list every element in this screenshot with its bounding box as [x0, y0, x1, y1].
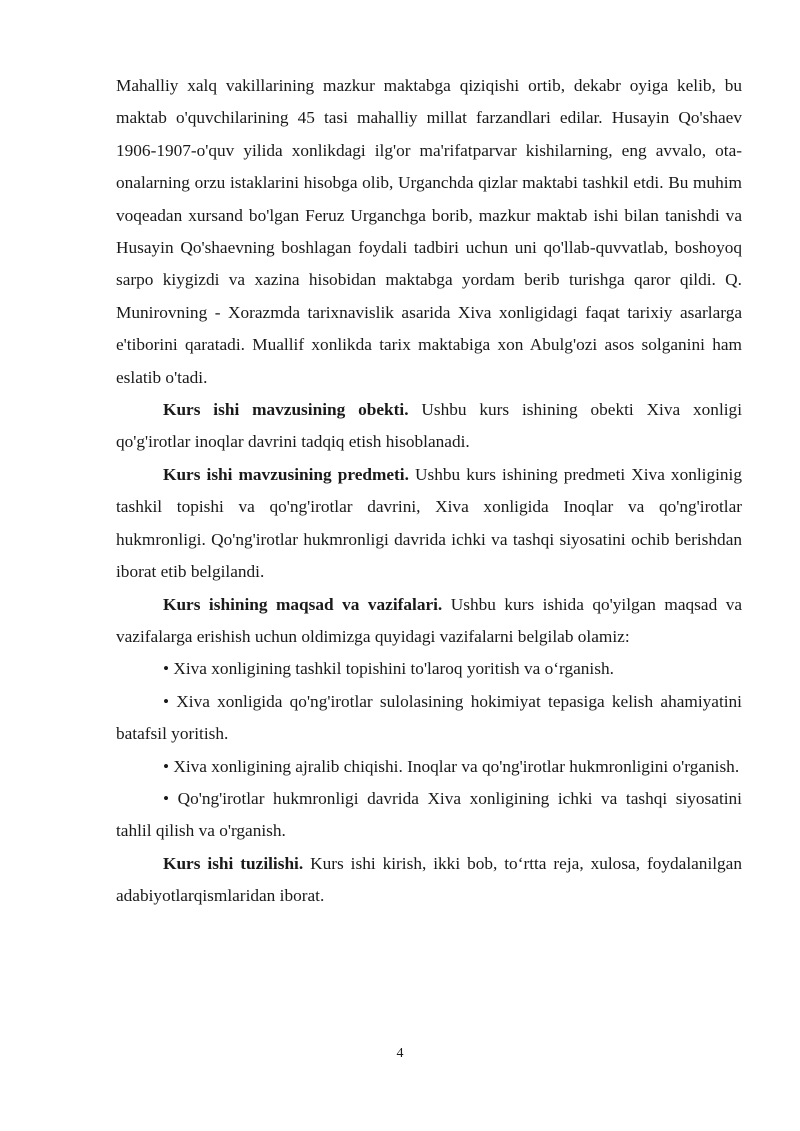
- bullet-text: • Xiva xonligining ajralib chiqishi. Inoqlar va qo'ng'irotlar hukmronligini o'rganish.: [163, 756, 740, 776]
- bullet-item: [116, 653, 742, 685]
- paragraph-subject: [116, 459, 742, 589]
- bullet-item: [116, 783, 742, 848]
- paragraph-text: Ushbu kurs ishining predmeti Xiva xonliginig tashkil topishi va qo'ng'irotlar davrini, Xiva xonligida Inoqlar va qo'ng'irotlar hukmronligi. Qo'ng'irotlar hukmronligi davrida ichki va tashqi siyosatini ochib berishdan iborat etib belgilandi.: [116, 464, 742, 582]
- paragraph-object: [116, 394, 742, 459]
- bullet-item: [116, 686, 742, 751]
- bullet-text: • Xiva xonligining tashkil topishini to'laroq yoritish va o‘rganish.: [163, 659, 614, 679]
- paragraph-text: Kurs ishi kirish, ikki bob, to‘rtta reja, xulosa, foydalanilgan adabiyotlarqismlaridan iborat.: [116, 853, 742, 906]
- paragraph-text: Ushbu kurs ishining obekti Xiva xonligi qo'g'irotlar inoqlar davrini tadqiq etish hisoblanadi.: [116, 400, 742, 452]
- paragraph-text: Ushbu kurs ishida qo'yilgan maqsad va vazifalarga erishish uchun oldimizga quyidagi vazifalarni belgilab olamiz:: [116, 594, 743, 646]
- bullet-item: [116, 751, 742, 783]
- paragraph-heading: Kurs ishining maqsad va vazifalari.: [163, 594, 443, 614]
- paragraph-structure: [116, 848, 742, 913]
- document-body: [116, 70, 742, 913]
- paragraph-intro: [116, 70, 742, 394]
- bullet-text: • Qo'ng'irotlar hukmronligi davrida Xiva xonligining ichki va tashqi siyosatini tahlil qilish va o'rganish.: [116, 788, 742, 841]
- paragraph-text: Mahalliy xalq vakillarining mazkur maktabga qiziqishi ortib, dekabr oyiga kelib, bu maktab o'quvchilarining 45 tasi mahalliy millat farzandlari edilar. Husayin Qo'shaev 1906-1907-o'quv yilida xonlikdagi ilg'or ma'rifatparvar kishilarning, eng avvalo, ota-onalarning orzu istaklarini hisobga olib, Urganchda qizlar maktabi tashkil etdi. Bu muhim voqeadan xursand bo'lgan Feruz Urganchga borib, mazkur maktab ishi bilan tanishdi va Husayin Qo'shaevning boshlagan foydali tadbiri uchun uni qo'llab-quvvatlab, boshoyoq sarpo kiygizdi va xazina hisobidan maktabga yordam berib turishga qaror qildi. Q. Munirovning - Xorazmda tarixnavislik asarida Xiva xonligidagi faqat tarixiy asarlarga e'tiborini qaratadi. Muallif xonlikda tarix maktabiga xon Abulg'ozi asos solganini ham eslatib o'tadi.: [116, 76, 742, 387]
- paragraph-heading: Kurs ishi tuzilishi.: [163, 853, 304, 873]
- paragraph-goals: [116, 589, 742, 654]
- paragraph-heading: Kurs ishi mavzusining obekti.: [163, 400, 409, 420]
- paragraph-heading: Kurs ishi mavzusining predmeti.: [163, 464, 409, 484]
- bullet-text: • Xiva xonligida qo'ng'irotlar sulolasining hokimiyat tepasiga kelish ahamiyatini batafsil yoritish.: [116, 691, 742, 744]
- page-number: 4: [396, 1046, 404, 1061]
